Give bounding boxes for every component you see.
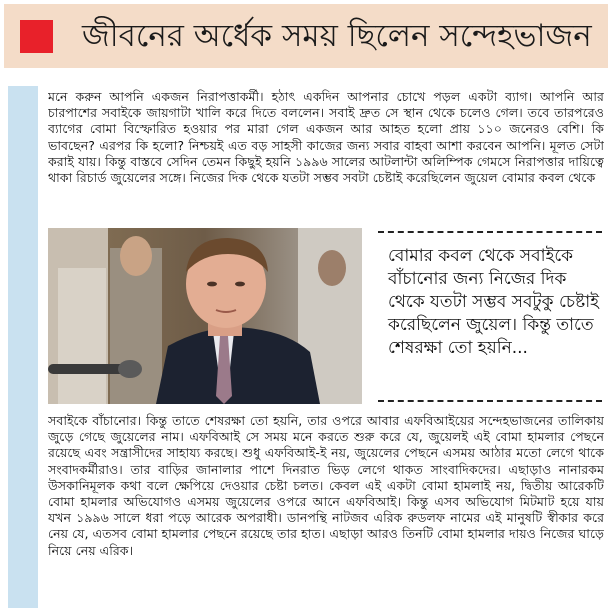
pullquote: বোমার কবল থেকে সবাইকে বাঁচানোর জন্য নিজের দিক থেকে যতটা সম্ভব সবটুকু চেষ্টাই করেছিলেন জুয়েল। কিন্তু তাতে শেষরক্ষা তো হয়নি... (388, 246, 600, 358)
page-title: জীবনের অর্ধেক সময় ছিলেন সন্দেহভাজন (82, 18, 592, 54)
article-paragraph-bottom: সবাইকে বাঁচানোর। কিন্তু তাতে শেষরক্ষা তো হয়নি, তার ওপরে আবার এফবিআইয়ের সন্দেহভাজনের তালিকায় জুড়ে গেছে জুয়েলের নাম। এফবিআই সে সময় মনে করতে শুরু করে যে, জুয়েলই এই বোমা হামলার পেছনে রয়েছে এবং সন্ত্রাসীদের সাহায্য করছে। শুধু এফবিআই-ই নয়, জুয়েলের পেছনে এসময় আঠার মতো লেগে থাকে সংবাদকর্মীরাও। তার বাড়ির জানালার পাশে দিনরাত ভিড় লেগে থাকত সাংবাদিকদের। এছাড়াও নানারকম উসকানিমূলক কথা বলে ক্ষেপিয়ে দেওয়ার চেষ্টা চলত। কেবল এই একটা বোমা হামলাই নয়, দ্বিতীয় আরেকটি বোমা হামলার অভিযোগও এসময় জুয়েলের ওপরে আনে এফবিআই। কিন্তু এসব অভিযোগ মিটমাট হয়ে যায় যখন ১৯৯৬ সালে ধরা পড়ে আরেক অপরাধী। ডানপন্থি নাটজব এরিক রুডলফ নামের এই মানুষটি স্বীকার করে নেয় যে, এতসব বোমা হামলার পেছনে রয়েছে তার হাত। এছাড়া আরও তিনটি বোমা হামলার দায়ও নিজের ঘাড়ে নিয়ে নেয় এরিক। (48, 413, 604, 558)
article-paragraph-top: মনে করুন আপনি একজন নিরাপত্তাকর্মী। হঠাৎ একদিন আপনার চোখে পড়ল একটা ব্যাগ। আপনি আর চারপাশের সবাইকে জায়গাটা খালি করে দিতে বললেন। সবাই দ্রুত সে স্থান থেকে চলেও গেল। তবে তারপরেও ব্যাগের বোমা বিস্ফোরিত হওয়ার পর মারা গেল একজন আর আহত হলো প্রায় ১১০ জনেরও বেশি। কি ভাবছেন? এরপর কি হলো? নিশ্চয়ই এত বড় সাহসী কাজের জন্য সবার বাহবা আশা করবেন আপনি। মূলত সেটা করাই যায়। কিন্তু বাস্তবে সেদিন তেমন কিছুই হয়নি ১৯৯৬ সালের আটলান্টা অলিম্পিক গেমসে নিরাপত্তার দায়িত্বে থাকা রিচার্ড জুয়েলের সঙ্গে। নিজের দিক থেকে যতটা সম্ভব সবটা চেষ্টাই করেছিলেন জুয়েল বোমার কবল থেকে (48, 89, 604, 186)
article-photo (48, 228, 362, 404)
pullquote-divider-bottom (378, 400, 602, 402)
pullquote-divider-top (378, 231, 602, 233)
sidebar-stripe (8, 86, 38, 608)
accent-square-icon (20, 20, 53, 53)
header-banner (4, 4, 608, 68)
